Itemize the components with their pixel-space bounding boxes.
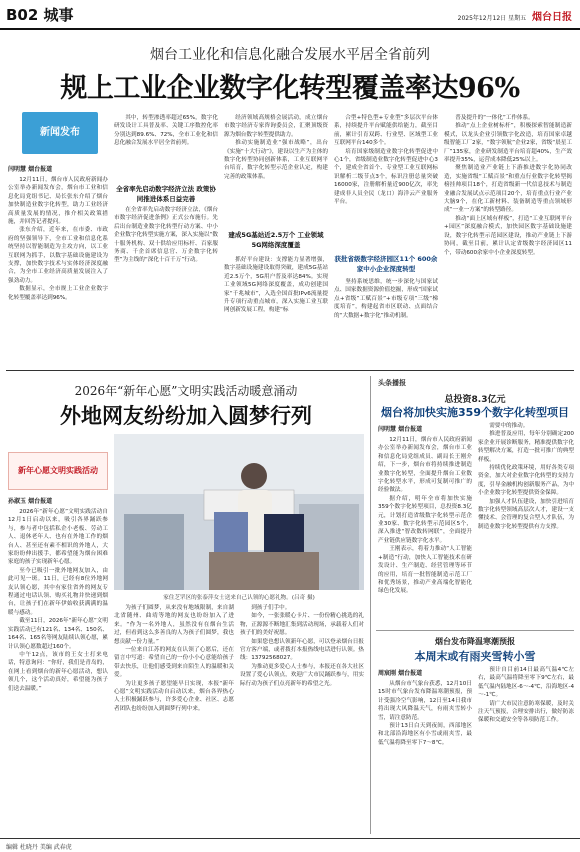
side1-paragraph: 推进普及应用，每年分别确定200家企业开展诊断服务，精准提供数字化转型解决方案，打造一批可推广的典型样板。 [478, 431, 574, 463]
page-date-and-paper [458, 8, 572, 23]
story2-column-1 [8, 508, 108, 834]
side1-paragraph: 需要中的推动。 [489, 423, 529, 429]
lead-subhead-2: 建成5G基站近2.5万个 工业领域5G网络深度覆盖 [228, 231, 324, 249]
side2-byline: 周宸刚 烟台报道 [378, 670, 423, 677]
lead-column-3b [224, 256, 328, 366]
lead-headline: 规上工业企业数字化转型覆盖率达96% [60, 73, 520, 104]
side2-column-2 [478, 666, 574, 834]
side1-paragraph: 王刚表示，将着力推动“人工智能+制造”行动，加快人工智能技术在研发设计、生产制造、经营管理等环节的应用，培育一批智能制造示范工厂和优秀场景，推动产业高端化智能化绿色化发展。 [378, 546, 472, 595]
event-banner-label: 新年心愿文明实践活动 [18, 466, 98, 475]
side2-headline: 本周末或有雨夹雪转小雪 [414, 650, 536, 663]
lead-subhead-1: 全省率先启动数字经济立法 政策协同推进体系日益完善 [116, 185, 216, 203]
story2-paragraph: 为让更多孩子愿望能早日实现，本报“新年心愿”文明实践活动自启动以来，烟台各界热心人士积极踊跃参与，许多爱心企业、社区、志愿者团队也纷纷加入到圆梦行列中来。 [114, 680, 234, 712]
lead-paragraph: 经济领域高规格会展活动，成立烟台市数字经济专家咨询委员会，汇聚顶级资源为烟台数字转型提供助力。 [224, 115, 328, 138]
lead-column-5 [444, 114, 572, 366]
side1-column-1 [378, 436, 472, 626]
lead-column-1 [8, 176, 108, 366]
side2-column-1 [378, 680, 472, 834]
story2-paragraph: 截至11日，2026年“新年心愿”文明实践活动已有121名、134名、150名、164名、165名等网友陆续认领心愿，累计认领心愿数超过160个。 [8, 618, 108, 650]
lead-paragraph: 推动实施制造业“强市战略”，出台《实施“十大行动”》，建设以生产为主体的数字化转型协同创新体系，工业互联网平台培育，数字化转型示范企业认定，构建完善的政策体系。 [224, 140, 328, 180]
lead-paragraph: 抓好平台建设：支撑能力显著增强，数字基础设施建设取得突破，建成5G基站近2.5万个，5G用户普及率达84%。实现工业领域5G网络深度覆盖，成功创建国家“千兆城市”，入选全国首批IPv6流量提升专项行动重点城市，深入实施工业互联网创新发展工程，构建“标 [224, 257, 328, 314]
column-divider [370, 376, 371, 834]
lead-column-4b [334, 278, 438, 366]
lead-column-2b [114, 206, 218, 366]
lead-byline: 闫明慧 烟台报道 [8, 166, 53, 173]
story2-kicker: 2026年“新年心愿”文明实践活动暖意涌动 [74, 384, 298, 398]
page-date: 2025年12月12日 星期五 [457, 15, 527, 22]
lead-paragraph: 聚焦制造业产业链上下游推进数字化协同改造，实施省级“工赋百景”和重点行业数字化转型揭榜挂帅项目18个，打造省级新一代信息技术与制造业融合发展试点示范项目20个，培育重点行业产业大脑9个，在化工新材料、装备制造等重点领域形成“一业一方案”的转型路径。 [444, 165, 572, 214]
story2-paragraph: 至今已吸引一批外地网友加入，由此可见一斑。11日，已经有8位外地网友认领心愿，其中有家住省外的网友专程通过电话认领、购买礼物并快递到烟台，让孩子们在新年伊始收获满满的温暖与感动。 [8, 567, 108, 616]
story2-photo [114, 434, 364, 590]
side1-headline: 烟台将加快实施359个数字化转型项目 [381, 406, 569, 419]
story2-paragraph: 为推动更多爱心人士参与，本报还在各大社区设置了爱心认领点，欢迎广大市民踊跃参与，用实际行动为孩子们点亮新年的希望之光。 [240, 663, 364, 687]
side1-paragraph: 据介绍，明年全市将加快实施359个数字化转型项目，总投资8.3亿元，计划打造省级数字化转型示范企业30家、数字化转型示范园区5个，深入推进“智改数转网联”，全面提升产业链供应链数字化水平。 [378, 495, 472, 544]
story2-column-3 [240, 604, 364, 834]
side-divider [376, 630, 574, 631]
lead-column-2 [114, 114, 218, 182]
lead-paragraph: 合型+特色型+专业型”多层次平台体系，持续提升平台赋能供给能力，截至目前，累计引育双跨、行业型、区域型工业互联网平台140多个。 [334, 115, 438, 147]
news-release-label: 新闻发布 [40, 127, 80, 138]
story2-paragraph: 如今，一张张暖心卡片、一份份精心挑选的礼物，正源源不断地汇集到活动现场，承载着人们对孩子们的美好祝愿。 [240, 613, 364, 637]
side2-kicker: 烟台发布降温寒潮预报 [435, 637, 515, 646]
story2-paragraph: 到孩子们手中。 [251, 605, 291, 611]
lead-column-4 [334, 114, 438, 252]
photo-illustration [114, 434, 364, 590]
lead-column-3 [224, 114, 328, 224]
lead-paragraph: 普及提升的“一体化”工作体系。 [455, 115, 534, 121]
footer-editors: 编辑 杜晓丹 美编 武春虎 [6, 844, 72, 851]
page-number: B02 城事 [6, 6, 74, 24]
lead-paragraph: 坚持系统思维，统一步深化与国家试点、国家数据资源价值挖掘，形成“国家试点+省级”工赋百景”+市级专项”三级“梯度培育”，构建起省市区联动、点面结合的“大数据+数字化”推动机制。 [334, 279, 438, 319]
section-divider [6, 370, 574, 371]
side1-tag: 头条播报 [378, 379, 406, 387]
lead-paragraph: 培育国家级制造业数字化转型促进中心1个，省级制造业数字化转型促进中心3个，建成全省首个、专业型工业互联网标识解析二级节点3个，标识注册总量突破16000家，注册解析量近900亿次，率先建成非人员全民（龙口）海洋云产业服务平台。 [334, 148, 438, 206]
lead-paragraph: 推动“面上区域有样板”，打造“工业互联网平台+园区”深度融合模式，加快园区数字基础设施建设，数字化转型示范园区建设，推动产业链上下游协同，截至目前，累计认定省级数字经济园区11个，带动600余家中小企业深度转型。 [444, 215, 572, 256]
side2-paragraph: 预计自目前14日最高气温4℃左右，最高气温将降至零下9℃左右，最低气温内陆地区-6～-4℃，沿海地区-4～-1℃。 [478, 667, 574, 699]
page-header [0, 0, 580, 30]
story2-column-2 [114, 604, 234, 834]
side2-paragraph: 从烟台市气象台获悉，12月10日15时市气象台发布降温寒潮预报，预计受强冷空气影响，12日至14日我市将出现大风降温天气，有雨夹雪转小雪，请注意防范。 [378, 681, 472, 721]
photo-caption: 家住芝罘区的张泰萍女士送来自己认领的心愿礼物。(吕奇 摄) [163, 595, 315, 601]
story2-paragraph: 中午12点，该市的王女士打来电话，特意询问：“你好，我们是青岛的，在网上看到烟台的新年心愿活动，想认领几个，这个活动真好，希望能为孩子们送去温暖。” [8, 651, 108, 692]
story2-paragraph: 为孩子们圆梦，从来没有地域限制，来自湖北省随州、曲靖等地的网友也纷纷加入了进来。“作为一名外地人，虽然没有在烟台生活过，但看到这么多善良的人为孩子们圆梦，我也想贡献一份力量。” [114, 605, 234, 645]
lead-paragraph: 推动“点上企业树标杆”，积极探索智能制造新模式，以龙头企业引领数字化改造，培育国家卓越级智能工厂2家，“数字领航”企业2家，省级“晨星工厂”135家，企业研发制造平台培育超40%，生产效率提升35%，运营成本降低25%以上。 [444, 123, 572, 164]
side1-kicker: 总投资8.3亿元 [444, 395, 506, 405]
page-footer [0, 838, 580, 852]
lead-paragraph: 张东介绍，近年来，在市委、市政府的坚强领导下，全市工业和信息化系统坚持以智能制造为主攻方向，以工业互联网为抓手，以数字基础设施建设为支撑，加快数字技术与实体经济深度融合，为全市工业经济高质量发展注入了强劲动力。 [8, 227, 108, 284]
story2-byline: 孙淑玉 烟台报道 [8, 498, 53, 505]
side2-paragraph: 请广大市民注意防寒保暖，及时关注天气预报，合理安排出行，做好防冻保暖和交通安全等各项防范工作。 [478, 700, 574, 724]
side1-paragraph: 12月11日，烟台市人民政府新闻办公室举办新闻发布会，烟台市工业和信息化局党组成员、副局长王刚介绍，下一步，烟台市将持续推进制造业数字化转型，全面提升烟台工业数字化转型水平，形成可复制可推广的经验做法。 [378, 437, 472, 494]
story2-paragraph: 2026年“新年心愿”文明实践活动自12月1日启动以来，吸引各界踊跃参与，参与者中包括私企小老板、劳动工人、退休老年人、也有在外地工作的烟台人、甚至还有素不相识的外地人，大家纷纷伸出援手，都希望能为烟台困难家庭的孩子实现新年心愿。 [8, 509, 108, 566]
side2-paragraph: 预计13日白天到夜间，西部地区和北部沿海地区有小雪或雨夹雪，最低气温将降至零下7～8℃。 [378, 723, 472, 746]
side1-column-2 [478, 422, 574, 626]
paper-logo: 烟台日报 [532, 12, 572, 23]
lead-kicker: 烟台工业化和信息化融合发展水平居全省前列 [150, 47, 430, 63]
news-release-badge [22, 112, 98, 154]
side1-byline: 闫明慧 烟台报道 [378, 426, 423, 433]
story2-paragraph: 如果您也想认领新年心愿，可以登录烟台日报官方客户端，或者拨打本报热线电话进行认领。热线：13792568027。 [240, 638, 364, 662]
lead-paragraph: 在全省率先启动数字经济立法，《烟台市数字经济促进条例》正式公布施行。先后出台制造业数字化转型行动方案、中小企业数字化转型实施方案，深入实施以“数十服务机构、双十供给应用标杆、百家服务商、千企首席信息官、万企数字化转型”为主线的“深化十百千万”行动。 [114, 207, 218, 264]
side1-paragraph: 加强人才队伍建设，加快引进培育数字化转型领域高层次人才，建设一支懂技术、会管理的复合型人才队伍，为制造业数字化转型提供有力支撑。 [478, 498, 574, 530]
lead-paragraph: 12月11日，烟台市人民政府新闻办公室举办新闻发布会，烟台市工业和信息化局党组书记、局长张东介绍了烟台加快制造业数字化转型，助力工业经济高质量发展的情况，推介相关政策措施，并回答记者提问。 [8, 177, 108, 226]
lead-paragraph: 其中，转型渗透率超过65%，数字化研发设计工具普及率、关键工序数控化率分别达到89.6%、72%，全市工业化和信息化融合发展水平居全省前列。 [114, 115, 218, 147]
story2-headline: 外地网友纷纷加入圆梦行列 [60, 403, 312, 428]
side1-paragraph: 持续优化政策环境，用好各类专项资金，加大对企业数字化转型的支持力度，引导金融机构创新服务产品，为中小企业数字化转型提供资金保障。 [478, 465, 574, 497]
event-banner [8, 452, 108, 490]
lead-subhead-3: 获批省级数字经济园区11个 600余家中小企业深度转型 [334, 255, 438, 273]
lead-paragraph: 数据显示，全市规上工业企业数字化转型覆盖率达到96%。 [8, 286, 108, 301]
story2-paragraph: 一位来自江苏的网友在认领了心愿后，还在留言中写道：希望自己的一份小小心意能给孩子带去快乐，让他们感受到来自陌生人的温暖和关爱。 [114, 647, 234, 679]
